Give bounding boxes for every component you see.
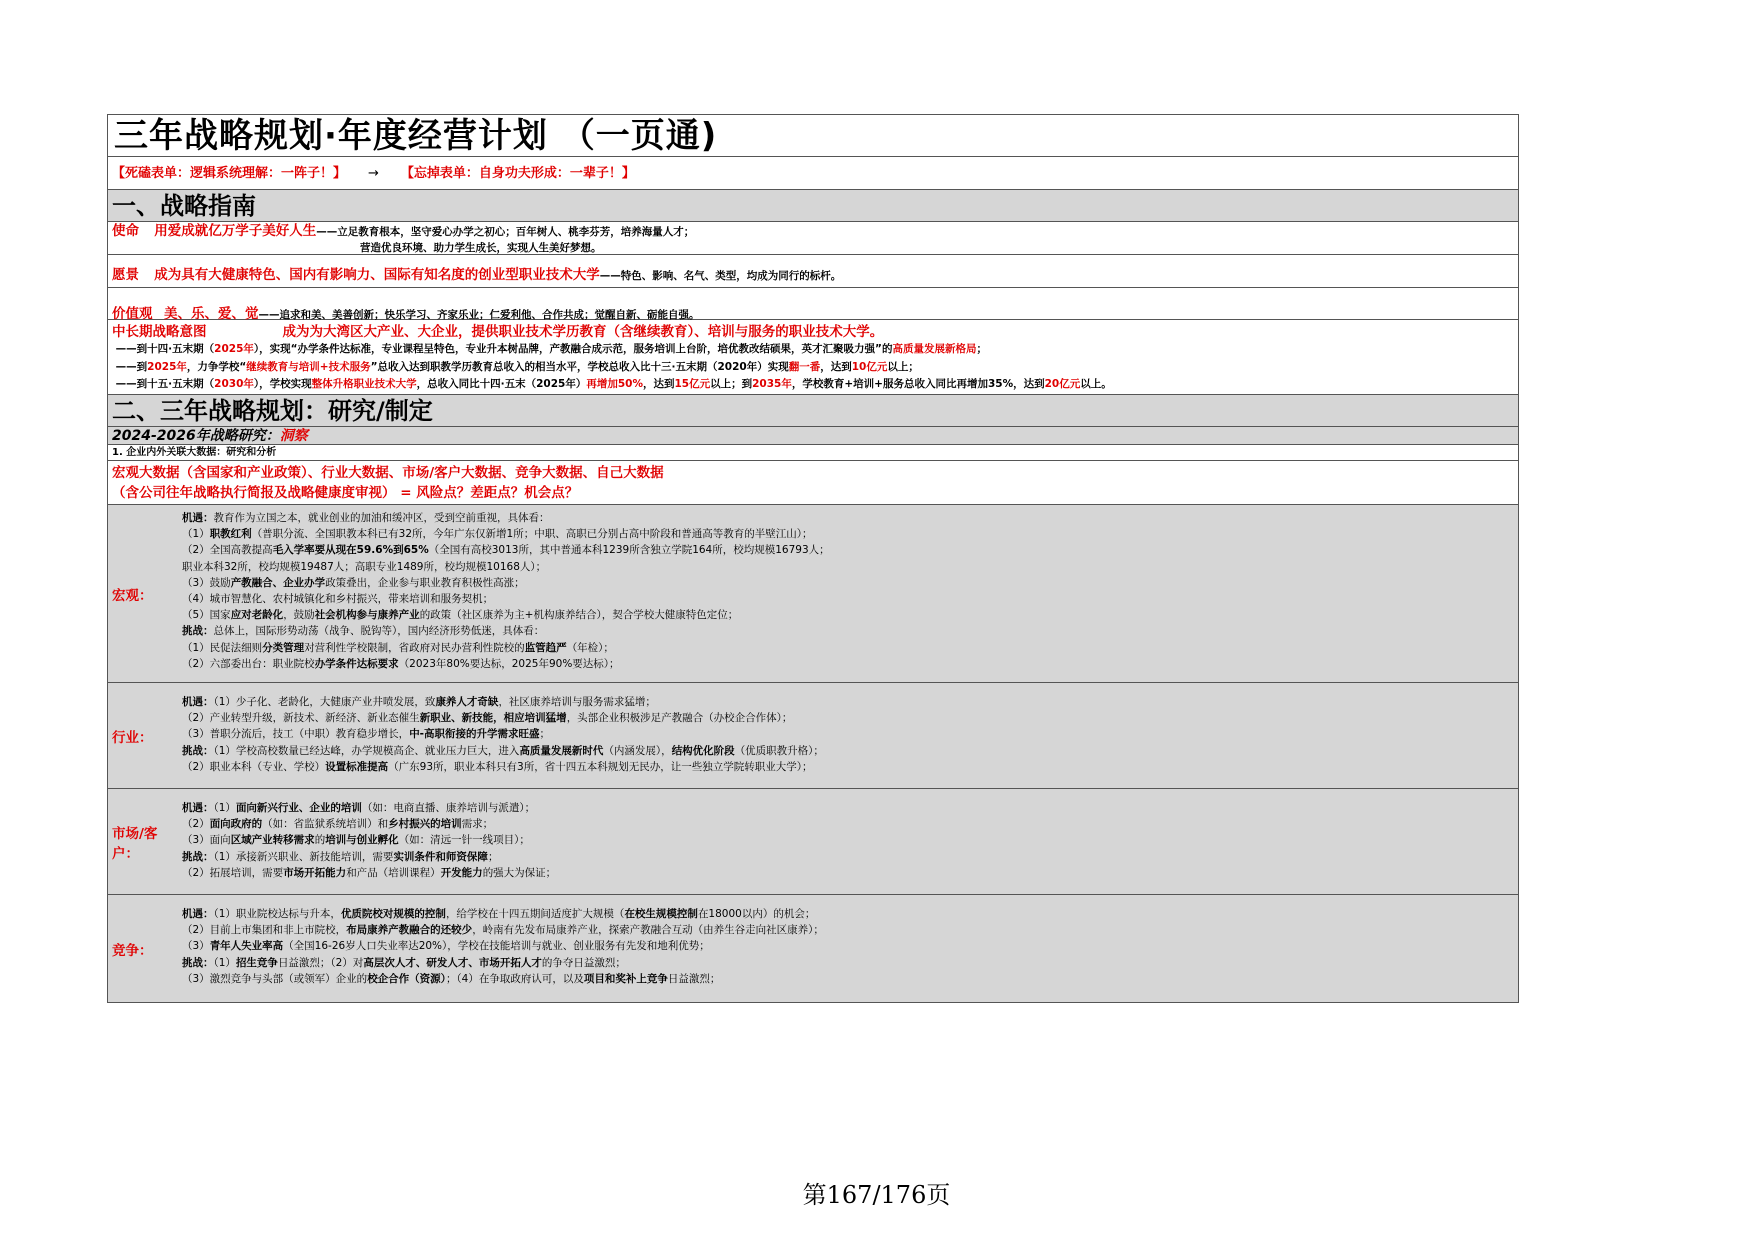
- industry-body: 机遇：（1）少子化、老龄化，大健康产业井喷发展，致康养人才奇缺，社区康养培训与服务需求猛增； （2）产业转型升级，新技术、新经济、新业态催生新职业、新技能，相应培训猛增，头部企业积极涉足产教融合（办校企合作体）； （3）普职分流后，技工（中职）教育稳步增长，中-高职衔接的升学需求旺盛； 挑战：（1）学校高校数量已经达峰，办学规模高企、就业压力巨大，进入高质量发展新时代（内涵发展），结构优化阶段（优质职教升格）； （2）职业本科（专业、学校）设置标准提高（广东93所，职业本科只有3所，省十四五本科规划无民办，让一些独立学院转职业大学）；: [182, 696, 824, 773]
- vision-text: ——特色、影响、名气、类型，均成为同行的标杆。: [599, 270, 842, 282]
- subtitle-left: 【死磕表单：逻辑系统理解：一阵子！】: [112, 166, 347, 181]
- macro-body: 机遇：教育作为立国之本，就业创业的加油和缓冲区，受到空前重视，具体看： （1）职教红利（普职分流、全国职教本科已有32所，今年广东仅新增1所；中职、高职已分别占高中阶段和普通高等教育的半壁江山）； （2）全国高教提高毛入学率要从现在59.6%到65%（全国有高校3013所，其中普通本科1239所含独立学院164所，校均规模16793人； 职业本科32所，校均规模19487人；高职专业1489所，校均规模10168人）； （3）鼓励产教融合、企业办学政策叠出，企业参与职业教育积极性高涨； （4）城市智慧化、农村城镇化和乡村振兴，带来培训和服务契机； （5）国家应对老龄化，鼓励社会机构参与康养产业的政策（社区康养为主+机构康养结合），契合学校大健康特色定位； 挑战：总体上，国际形势动荡（战争、脱钩等），国内经济形势低迷，具体看： （1）民促法细则分类管理对营利性学校限制，省政府对民办营利性院校的监管趋严（年检）； （2）六部委出台：职业院校办学条件达标要求（2023年80%要达标，2025年90%要达标）；: [182, 512, 830, 670]
- page-title: 三年战略规划·年度经营计划 （一页通): [108, 115, 1518, 157]
- arrow-icon: →: [368, 166, 379, 181]
- research-prefix: 2024-2026年战略研究：: [112, 428, 280, 444]
- vision-label: 愿景: [112, 267, 139, 283]
- enterprise-heading: 1. 企业内外关联大数据：研究和分析: [108, 445, 1518, 461]
- bigdata-line-1: 宏观大数据（含国家和产业政策）、行业大数据、市场/客户大数据、竞争大数据、自己大数据: [112, 465, 664, 481]
- mission-row: [108, 222, 1518, 255]
- values-label: 价值观: [112, 306, 153, 322]
- midlong-line-3: ——到十五·五末期（2030年），学校实现整体升格职业技术大学，总收入同比十四·五末（2025年）再增加50%，达到15亿元以上；到2035年，学校教育+培训+服务总收入同比再增加35%，达到20亿元以上。: [115, 378, 1112, 390]
- mission-highlight: 用爱成就亿万学子美好人生: [154, 223, 317, 239]
- values-text: ——追求和美、美善创新；快乐学习、齐家乐业；仁爱利他、合作共成；觉醒自新、砺能自强。: [258, 309, 700, 321]
- bigdata-line-2: （含公司往年战略执行简报及战略健康度审视） = 风险点？差距点？机会点？: [112, 485, 579, 501]
- mission-text-2: 营造优良环境、助力学生成长，实现人生美好梦想。: [360, 242, 602, 254]
- section-heading-2: 二、三年战略规划：研究/制定: [108, 395, 1518, 427]
- market-label: 市场/客户：: [112, 825, 158, 862]
- values-highlight: 美、乐、爱、觉: [163, 306, 259, 322]
- macro-label: 宏观：: [112, 587, 153, 604]
- competition-body: 机遇：（1）职业院校达标与升本，优质院校对规模的控制，给学校在十四五期间适度扩大规模（在校生规模控制在18000以内）的机会； （2）目前上市集团和非上市院校，布局康养产教融合的还较少，岭南有先发布局康养产业，探索产教融合互动（由养生谷走向社区康养）； （3）青年人失业率高（全国16-26岁人口失业率达20%），学校在技能培训与就业、创业服务有先发和地利优势； 挑战：（1）招生竞争日益激烈；（2）对高层次人才、研发人才、市场开拓人才的争夺日益激烈； （3）激烈竞争与头部（或领军）企业的校企合作（资源）；（4）在争取政府认可，以及项目和奖补上竞争日益激烈；: [182, 908, 824, 985]
- vision-highlight: 成为具有大健康特色、国内有影响力、国际有知名度的创业型职业技术大学: [154, 267, 600, 283]
- bigdata-row: [108, 461, 1518, 505]
- page-number: 第167/176页: [802, 1181, 951, 1209]
- macro-analysis: [108, 505, 1518, 683]
- industry-analysis: [108, 683, 1518, 789]
- midlong-label: 中长期战略意图: [112, 324, 207, 340]
- competition-analysis: [108, 895, 1518, 1002]
- research-insight: 洞察: [279, 428, 308, 444]
- midlong-line-1: ——到十四·五末期（2025年），实现“办学条件达标准，专业课程呈特色，专业升本树品牌，产教融合成示范，服务培训上台阶，培优教改结硕果，英才汇聚吸力强”的高质量发展新格局；: [115, 343, 987, 355]
- vision-row: [108, 255, 1518, 288]
- section-heading-1: 一、战略指南: [108, 190, 1518, 222]
- values-row: [108, 288, 1518, 320]
- midlong-line-2: ——到2025年，力争学校“继续教育与培训+技术服务”总收入达到职教学历教育总收入的相当水平，学校总收入比十三·五末期（2020年）实现翻一番，达到10亿元以上；: [115, 360, 919, 373]
- industry-label: 行业：: [112, 729, 153, 746]
- midlong-row: [108, 320, 1518, 395]
- subtitle-right: 【忘掉表单：自身功夫形成：一辈子！】: [400, 166, 635, 181]
- market-body: 机遇：（1）面向新兴行业、企业的培训（如：电商直播、康养培训与派遣）； （2）面向政府的（如：省监狱系统培训）和乡村振兴的培训需求； （3）面向区域产业转移需求的培训与创业孵化（如：清远一针一线项目）； 挑战：（1）承接新兴职业、新技能培训，需要实训条件和师资保障； （2）拓展培训，需要市场开拓能力和产品（培训课程）开发能力的强大为保证；: [182, 802, 557, 879]
- midlong-intent: 成为为大湾区大产业、大企业，提供职业技术学历教育（含继续教育）、培训与服务的职业技术大学。: [282, 324, 884, 340]
- mission-label: 使命: [112, 223, 139, 239]
- subtitle: [108, 157, 1518, 190]
- mission-text: ——立足教育根本，坚守爱心办学之初心；百年树人、桃李芬芳，培养海量人才；: [316, 226, 695, 238]
- market-analysis: [108, 789, 1518, 895]
- research-heading: [108, 427, 1518, 445]
- strategy-sheet: [107, 114, 1519, 1003]
- competition-label: 竞争：: [112, 942, 153, 959]
